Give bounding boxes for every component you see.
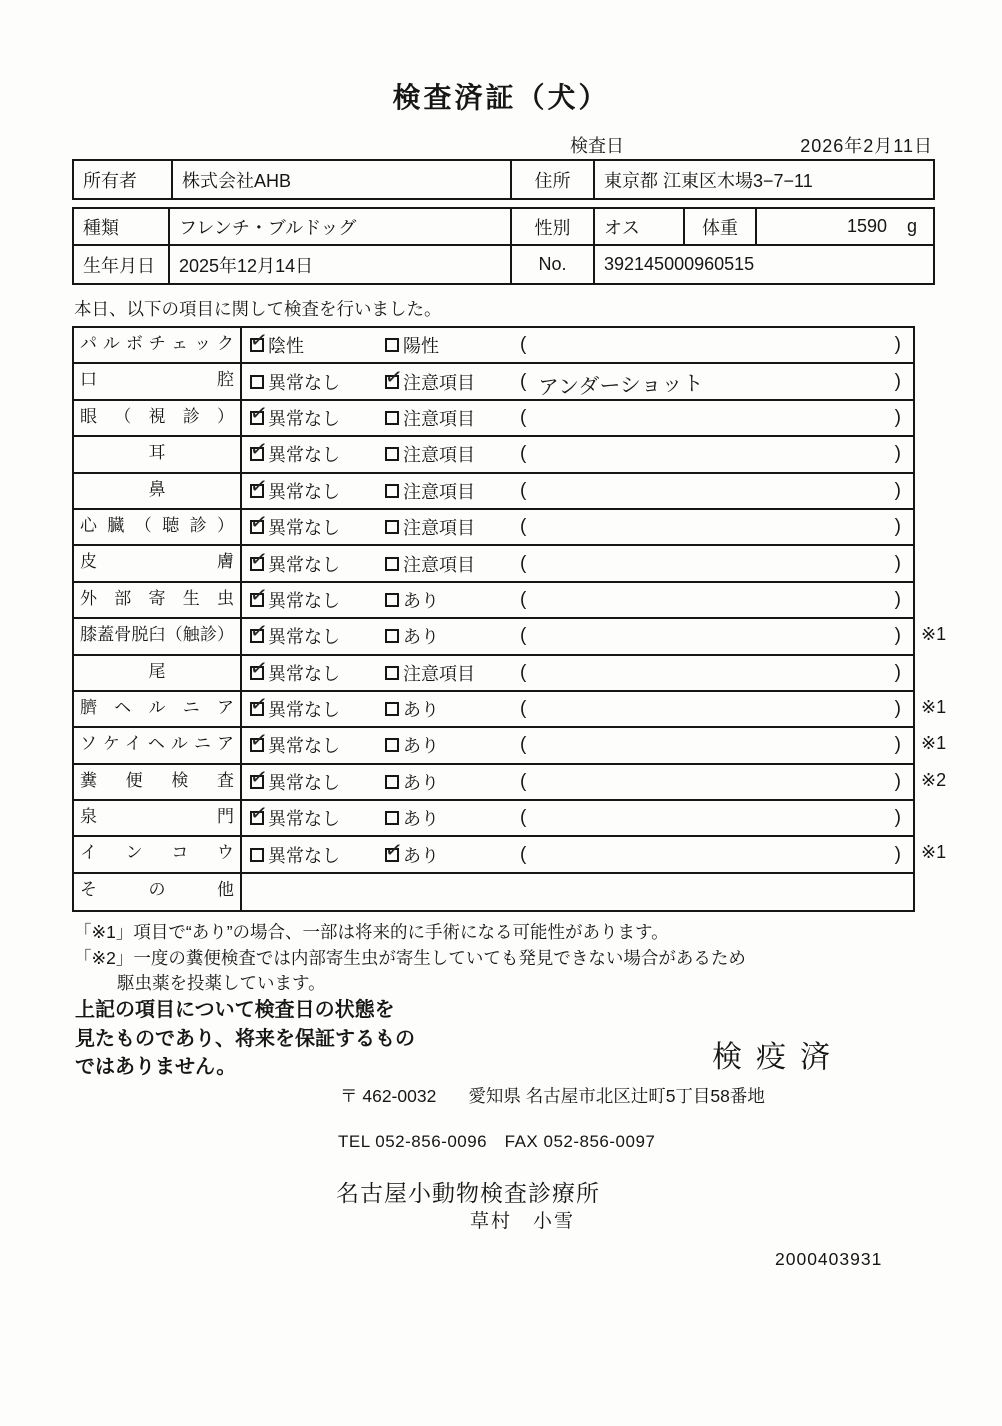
exam-option (250, 369, 385, 395)
owner-table (72, 159, 935, 200)
owner-label: 所有者 (74, 161, 173, 198)
option-label: 注意項目 (403, 445, 475, 466)
owner-table-row (74, 161, 933, 198)
paren-close: ) (894, 698, 901, 720)
weight-unit: g (906, 216, 917, 236)
exam-item-label: 膝蓋骨脱臼（触診） (74, 619, 242, 653)
exam-row-content (242, 656, 913, 690)
paren-close: ) (894, 734, 901, 756)
paren-open: ( (520, 334, 527, 356)
exam-option (248, 691, 385, 722)
handwritten-note (526, 450, 894, 460)
exam-option (248, 801, 385, 831)
exam-row (74, 619, 947, 655)
paren-open: ( (520, 588, 527, 610)
birthdate-value: 2025年12月14日 (170, 246, 512, 283)
paren-close: ) (894, 479, 901, 501)
check-mark-icon: ✓ (383, 364, 405, 390)
exam-option (248, 400, 385, 431)
exam-option (385, 660, 520, 686)
exam-option (248, 619, 385, 649)
check-mark-icon: ✓ (248, 328, 270, 354)
check-mark-icon: ✓ (383, 837, 405, 863)
checkbox-checked (248, 437, 270, 463)
exam-row-content (242, 474, 913, 508)
option-label: 異常なし (268, 736, 340, 757)
exam-item-label: パルボチェック (74, 328, 242, 362)
clinic-address: 愛知県 名古屋市北区辻町5丁目58番地 (468, 1086, 765, 1106)
paren-close: ) (894, 552, 901, 574)
checkbox-unchecked (385, 593, 399, 607)
exam-item-label: 外部寄生虫 (74, 583, 242, 617)
paren-close: ) (894, 406, 901, 428)
checkbox-unchecked (385, 338, 399, 352)
exam-option (385, 769, 520, 795)
option-label: あり (403, 627, 439, 648)
footnote-1: 「※1」項目で“あり”の場合、一部は将来的に手術になる可能性があります。 (74, 922, 669, 942)
checkbox-unchecked (385, 629, 399, 643)
handwritten-note (526, 631, 894, 641)
exam-row (74, 474, 913, 510)
option-label: 異常なし (268, 627, 340, 648)
exam-item-label: インコウ (74, 837, 242, 871)
checkbox-checked (248, 473, 270, 499)
exam-row-content (242, 728, 913, 762)
exam-row-content (242, 801, 913, 835)
option-label: 陽性 (403, 336, 439, 357)
exam-row (74, 801, 913, 837)
disclaimer-text (75, 996, 415, 1082)
inspection-date-value: 2026年2月11日 (800, 136, 933, 156)
document-number: 2000403931 (775, 1249, 883, 1269)
handwritten-note (526, 668, 894, 678)
sex-label: 性別 (512, 209, 595, 244)
exam-option (248, 582, 385, 613)
disclaimer-line-3: ではありません。 (75, 1056, 237, 1078)
check-mark-icon: ✓ (248, 655, 270, 681)
exam-option (248, 655, 385, 686)
exam-row (74, 583, 913, 619)
checkbox-unchecked (385, 447, 399, 461)
weight-value: 1590 (846, 216, 887, 236)
exam-option (248, 546, 385, 577)
check-mark-icon: ✓ (248, 801, 270, 827)
pet-info-table (72, 207, 935, 285)
footnote-mark: ※1 (921, 696, 947, 717)
exam-item-label: ソケイヘルニア (74, 728, 242, 762)
birthdate-label: 生年月日 (74, 246, 170, 283)
check-mark-icon: ✓ (248, 400, 270, 427)
handwritten-note (526, 413, 894, 423)
paren-open: ( (520, 406, 527, 428)
paren-open: ( (520, 625, 527, 647)
handwritten-note (526, 559, 894, 569)
paren-close: ) (894, 770, 901, 792)
quarantine-passed-stamp: 検疫済 (712, 1041, 844, 1074)
checkbox-unchecked (385, 811, 399, 825)
paren-close: ) (894, 334, 901, 356)
paren-open: ( (520, 698, 527, 720)
clinic-postal-address (340, 1083, 765, 1108)
check-mark-icon: ✓ (248, 473, 270, 499)
checkbox-checked (383, 364, 405, 390)
exam-row (74, 546, 913, 582)
exam-row-content (242, 619, 913, 653)
checkbox-checked (248, 582, 270, 609)
checkbox-unchecked (385, 557, 399, 571)
exam-row (74, 510, 913, 546)
paren-open: ( (520, 516, 527, 538)
paren-close: ) (894, 625, 901, 647)
exam-row-content (242, 510, 913, 544)
exam-row (74, 401, 913, 437)
footnote-mark: ※2 (921, 769, 947, 790)
exam-item-label: 心臓（聴診） (74, 510, 242, 544)
paren-open: ( (520, 807, 527, 829)
check-mark-icon: ✓ (248, 728, 270, 754)
option-label: 注意項目 (403, 408, 475, 429)
clinic-name: 名古屋小動物検査診療所 (336, 1180, 600, 1206)
exam-row-content (242, 401, 913, 435)
handwritten-note (526, 522, 894, 532)
paren-open: ( (520, 552, 527, 574)
clinic-tel-fax: TEL 052-856-0096 FAX 052-856-0097 (338, 1132, 656, 1151)
breed-value: フレンチ・ブルドッグ (170, 209, 512, 244)
checkbox-checked (248, 655, 270, 681)
paren-close: ) (894, 370, 901, 392)
sex-value: オス (595, 209, 685, 244)
exam-option (385, 805, 520, 831)
option-label: あり (403, 700, 439, 721)
address-label: 住所 (512, 161, 595, 198)
paren-close: ) (894, 443, 901, 465)
checkbox-checked (248, 619, 270, 645)
checkbox-checked (248, 764, 270, 790)
checkbox-unchecked (385, 702, 399, 716)
handwritten-note (526, 741, 894, 751)
paren-close: ) (894, 807, 901, 829)
exam-option (248, 510, 385, 540)
exam-row-content (242, 546, 913, 580)
exam-option (248, 764, 385, 795)
option-label: 異常なし (268, 700, 340, 721)
exam-row (74, 328, 913, 364)
footnote-mark: ※1 (921, 733, 947, 754)
exam-row (74, 837, 947, 873)
exam-item-label: 糞便検査 (74, 765, 242, 799)
option-label: 異常なし (268, 518, 340, 539)
veterinarian-name: 草村 小雪 (470, 1211, 576, 1232)
option-label: 注意項目 (403, 554, 475, 575)
paren-close: ) (894, 588, 901, 610)
option-label: 異常なし (268, 445, 340, 466)
paren-open: ( (520, 734, 527, 756)
option-label: 異常なし (268, 554, 340, 575)
checkbox-checked (248, 801, 270, 827)
breed-label: 種類 (74, 209, 170, 244)
paren-open: ( (520, 370, 527, 392)
paren-open: ( (520, 479, 527, 501)
exam-option (385, 623, 520, 649)
check-mark-icon: ✓ (248, 437, 270, 463)
paren-open: ( (520, 661, 527, 683)
weight-label: 体重 (685, 209, 757, 244)
option-label: 異常なし (268, 663, 340, 684)
exam-row-content (242, 583, 913, 617)
handwritten-note: アンダーショット (538, 371, 705, 400)
inspection-date-row (72, 132, 935, 156)
exam-item-label: 眼（視診） (74, 401, 242, 435)
option-label: 注意項目 (403, 663, 475, 684)
exam-option (248, 728, 385, 758)
option-label: 異常なし (268, 809, 340, 830)
exam-item-label: 耳 (74, 437, 242, 471)
checkbox-checked (248, 328, 270, 354)
page-title: 検査済証（犬） (392, 82, 610, 113)
pet-info-row-2 (74, 246, 933, 283)
footnote-mark: ※1 (921, 842, 947, 863)
id-number-value: 392145000960515 (604, 254, 755, 274)
checkbox-unchecked (250, 848, 264, 862)
option-label: 異常なし (268, 408, 340, 429)
exam-option (385, 696, 520, 722)
paren-close: ) (894, 843, 901, 865)
option-label: 注意項目 (403, 518, 475, 539)
exam-option (383, 837, 520, 868)
paren-open: ( (520, 443, 527, 465)
option-label: あり (403, 845, 439, 866)
exam-item-label: 皮膚 (74, 546, 242, 580)
checkbox-unchecked (385, 738, 399, 752)
option-label: あり (403, 809, 439, 830)
option-label: あり (403, 590, 439, 611)
handwritten-note (526, 704, 894, 714)
option-label: 異常なし (268, 772, 340, 793)
exam-item-label: 尾 (74, 656, 242, 690)
option-label: 異常なし (268, 845, 340, 866)
exam-row (74, 728, 947, 764)
exam-option (385, 587, 520, 613)
check-mark-icon: ✓ (248, 764, 270, 790)
exam-table (72, 326, 947, 912)
pet-info-row-1 (74, 209, 933, 246)
exam-item-label: 臍ヘルニア (74, 692, 242, 726)
exam-option (248, 437, 385, 467)
exam-item-label: 口腔 (74, 364, 242, 398)
handwritten-note (526, 340, 894, 350)
paren-close: ) (894, 516, 901, 538)
option-label: 陰性 (268, 336, 304, 357)
footnote-2: 「※2」一度の糞便検査では内部寄生虫が寄生していても発見できない場合があるため (74, 948, 746, 968)
exam-option (385, 514, 520, 540)
option-label: 異常なし (268, 590, 340, 611)
handwritten-note (526, 813, 894, 823)
exam-row (74, 656, 913, 692)
checkbox-unchecked (385, 520, 399, 534)
paren-open: ( (520, 843, 527, 865)
id-number-label: No. (512, 246, 595, 283)
exam-row (74, 437, 913, 473)
checkbox-unchecked (385, 775, 399, 789)
option-label: 異常なし (268, 481, 340, 502)
exam-row-content (242, 765, 913, 799)
exam-row-content (242, 837, 913, 871)
option-label: 異常なし (268, 372, 340, 393)
checkbox-checked (248, 510, 270, 536)
handwritten-note (526, 777, 894, 787)
exam-row-content (242, 874, 913, 910)
checkbox-checked (383, 837, 405, 863)
option-label: あり (403, 736, 439, 757)
weight-value-cell (757, 209, 933, 244)
checkbox-unchecked (385, 666, 399, 680)
check-mark-icon: ✓ (248, 582, 270, 609)
checkbox-unchecked (385, 411, 399, 425)
inspection-date-label: 検査日 (570, 136, 624, 156)
exam-option (385, 332, 520, 358)
paren-open: ( (520, 770, 527, 792)
exam-row-content (242, 364, 913, 398)
exam-option (248, 473, 385, 504)
checkbox-unchecked (385, 484, 399, 498)
exam-row (74, 874, 913, 910)
exam-row-content (242, 692, 913, 726)
exam-item-label: 鼻 (74, 474, 242, 508)
check-mark-icon: ✓ (248, 510, 270, 536)
checkbox-checked (248, 691, 270, 718)
exam-option (385, 405, 520, 431)
paren-close: ) (894, 661, 901, 683)
exam-row (74, 691, 947, 728)
option-label: あり (403, 772, 439, 793)
owner-value: 株式会社AHB (173, 161, 512, 198)
check-mark-icon: ✓ (248, 619, 270, 645)
handwritten-note (526, 486, 894, 496)
disclaimer-line-2: 見たものであり、将来を保証するもの (75, 1027, 415, 1050)
exam-row (74, 764, 947, 801)
checkbox-checked (248, 728, 270, 754)
handwritten-note (526, 595, 894, 605)
disclaimer-line-1: 上記の項目について検査日の状態を (75, 999, 395, 1021)
handwritten-note (526, 850, 894, 860)
exam-intro-text: 本日、以下の項目に関して検査を行いました。 (74, 299, 442, 319)
exam-row-content (242, 328, 913, 362)
exam-option (385, 441, 520, 467)
option-label: 注意項目 (403, 372, 475, 393)
exam-option (385, 732, 520, 758)
exam-row-content (242, 437, 913, 471)
exam-option (385, 478, 520, 504)
exam-item-label: その他 (74, 874, 242, 910)
checkbox-checked (248, 546, 270, 572)
footnote-2-continued: 駆虫薬を投薬しています。 (117, 973, 326, 993)
exam-option (250, 842, 385, 868)
exam-option (383, 364, 520, 395)
checkbox-checked (248, 400, 270, 427)
exam-option (248, 328, 385, 358)
checkbox-unchecked (250, 375, 264, 389)
check-mark-icon: ✓ (248, 691, 270, 718)
exam-item-label: 泉門 (74, 801, 242, 835)
exam-option (385, 551, 520, 577)
address-value: 東京都 江東区木場3−7−11 (604, 170, 813, 191)
footnote-mark: ※1 (921, 624, 947, 645)
postal-code: 〒 462-0032 (340, 1086, 437, 1106)
option-label: 注意項目 (403, 481, 475, 502)
exam-row (74, 364, 913, 400)
check-mark-icon: ✓ (248, 546, 270, 572)
